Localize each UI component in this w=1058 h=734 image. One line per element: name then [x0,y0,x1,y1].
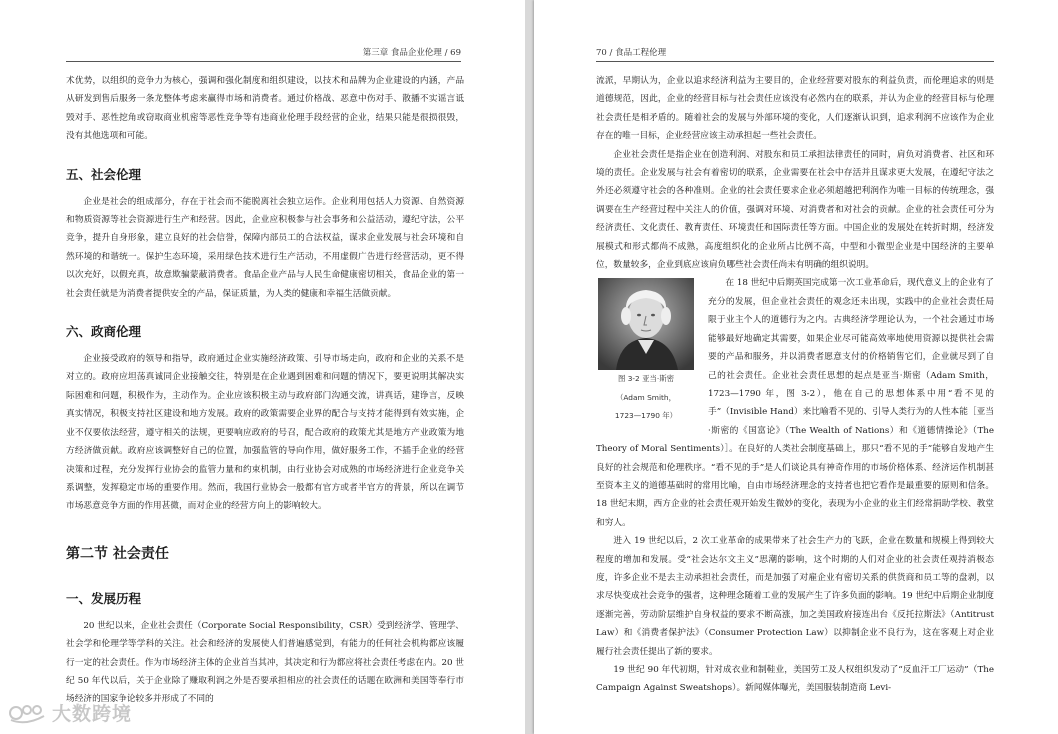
section5-heading: 五、社会伦理 [66,166,142,182]
watermark-logo-icon [8,702,48,724]
adam-smith-portrait-icon [598,278,694,370]
subsection1-paragraph: 20 世纪以来，企业社会责任（Corporate Social Responsibility，CSR）受到经济学、管理学、社会学和伦理学等学科的关注。社会和经济的发展使人们普遍感觉到，有能力的任何社会机构都应该履行一定的社会责任。作为市场经济主体的企业首当其冲，其决定和行为都应将社会责任考虑在内。20 世纪 50 年代以后，关于企业除了赚取利润之外是否要承担相应的社会责任的话题在欧洲和美国等奉行市场经济的国家争论较多并形成了不同的 [66,620,464,705]
right-page-body [596,72,994,698]
right-paragraph-3: 在 18 世纪中后期英国完成第一次工业革命后，现代意义上的企业有了充分的发展，但企业社会责任的观念还未出现，实践中的企业社会责任局限于业主个人的道德行为之内。古典经济学理论认为，一个社会通过市场能够最好地确定其需要，如果企业尽可能高效率地使用资源以提供社会需要的产品和服务，并以消费者愿意支付的价格销售它们，企业就尽到了自己的社会责任。企业社会责任思想的起点是亚当·斯密（Adam Smith，1723—1790 年，图 3-2），他在自己的思想体系中用“看不见的手”（Invisible Hand）来比喻看不见的、引导人类行为的人性本能［亚当·斯密的《国富论》（The Wealth of Nations）和《道德情操论》（The Theory of Moral Sentiments）］。在良好的人类社会制度基础上，那只“看不见的手”能够自发地产生良好的社会规范和伦理秩序。“看不见的手”是人们谈论具有神奇作用的市场价格体系、经济运作机制甚至资本主义的道德基础时的常用比喻，自由市场经济理念的支持者也把它看作是最重要的原则和信条。18 世纪末期，西方企业的社会责任观开始发生微妙的变化，表现为小企业的业主们经常捐助学校、教堂和穷人。 [596,278,994,528]
right-paragraph-1: 流派，早期认为，企业以追求经济利益为主要目的，企业经营要对股东的利益负责，而伦理追求的则是道德规范，因此，企业的经营目标与社会责任应该没有必然内在的联系，并认为企业的经营目标与伦理社会责任是相矛盾的。随着社会的发展与外部环境的变化，人们逐渐认识到，追求利润不应该作为企业存在的唯一目标，企业经营应该主动承担起一些社会责任。 [596,76,994,142]
right-paragraph-3-lead [596,274,994,532]
left-page-header: 第三章 食品企业伦理 / 69 [362,48,461,58]
section6-heading: 六、政商伦理 [66,324,142,340]
watermark-text: 大数跨境 [52,703,133,725]
right-paragraph-4: 进入 19 世纪以后，2 次工业革命的成果带来了社会生产力的飞跃，企业在数量和规模上得到较大程度的增加和发展。受“社会达尔文主义”思潮的影响，这个时期的人们对企业的社会责任观持消极态度，许多企业不是去主动承担社会责任，而是加强了对雇企业有密切关系的供货商和员工等的盘剥，以求尽快变成社会竞争的强者，这种理念随着工业的发展产生了许多负面的影响。19 世纪中后期企业制度逐渐完善，劳动阶层维护自身权益的要求不断高涨，加之美国政府接连出台《反托拉斯法》（Antitrust Law）和《消费者保护法》（Consumer Protection Law）以抑制企业不良行为，这在客观上对企业履行社会责任提出了新的要求。 [596,536,994,657]
left-page-body [66,72,464,709]
right-page [534,0,1058,734]
figure-caption-line-3: 1723—1790 年） [614,411,678,421]
page-gutter [525,0,534,734]
intro-paragraph: 术优势，以组织的竞争力为核心，强调和强化制度和组织建设，以技术和品牌为企业建设的内涵，产品从研发到售后服务一条龙整体考虑来赢得市场和消费者。通过价格战、恶意中伤对手、散播不实谣言诋毁对手、恶性挖角或窃取商业机密等恶性竞争等有违商业伦理手段经营的企业，结果只能是很损很毁，没有其他选项和可能。 [66,76,464,142]
figure-caption [615,374,677,420]
section5-paragraph: 企业是社会的组成部分，存在于社会而不能脱离社会独立运作。企业利用包括人力资源、自然资源和物质资源等社会资源进行生产和经营。因此，企业应积极参与社会事务和公益活动，遵纪守法，公平竞争，提升自身形象，建立良好的社会信誉，保障内部员工的合法权益，谋求企业发展与社会环境和自然环境的和谐统一。保护生态环境，采用绿色技术进行生产活动，不用虚假广告进行经营活动，更不得以次充好，以假充真，故意欺骗蒙蔽消费者。食品企业产品与人民生命健康密切相关，食品企业的第一社会责任就是为消费者提供安全的产品，保证质量，为人类的健康和幸福生活做贡献。 [66,196,464,299]
figure-caption-line-1: 图 3-2 亚当·斯密 [617,374,675,384]
subsection1-heading: 一、发展历程 [66,590,142,606]
right-header-rule [596,61,994,62]
watermark [8,699,132,726]
figure-caption-line-2: （Adam Smith， [615,392,676,402]
section6-paragraph: 企业接受政府的领导和指导，政府通过企业实施经济政策、引导市场走向，政府和企业的关系不是对立的。政府应坦荡真诚同企业接触交往，特别是在企业遇到困难和问题的情况下，要更说明其解决实际困难和问题，积极作为，主动作为。企业应该积极主动与政府部门沟通交流，讲真话，建诤言，反映真实情况，积极支持社区建设和地方发展。政府的政策需要企业界的配合与支持才能得到有效实施，企业不仅要依法经营，遵守相关的法规，更要响应政府的号召，配合政府的政策尤其是地方产业政策为地方经济做贡献。政府应该调整好自己的位置，加强监管的导向作用，做好服务工作，不插手企业的经营决策和过程，充分发挥行业协会的监管力量和约束机制，由行业协会对成熟的市场经济进行企业竞争关系调整，发挥稳定市场的重要作用。然而，我国行业协会一般都有官方或者半官方的背景，所以在调节市场恶意竞争方面的作用甚微，而对企业的经营方向上的影响较大。 [66,354,464,512]
chapter-section-heading: 第二节 社会责任 [66,545,169,562]
left-header-rule [66,61,461,62]
right-page-header: 70 / 食品工程伦理 [596,48,667,58]
figure-3-2 [596,274,696,425]
right-paragraph-5: 19 世纪 90 年代初期，针对成衣业和制鞋业，美国劳工及人权组织发动了“反血汗工厂运动”（The Campaign Against Sweatshops）。新闻媒体曝光，美国服装制造商 Levi- [596,665,994,694]
left-page [0,0,525,734]
right-paragraph-2: 企业社会责任是指企业在创造利润、对股东和员工承担法律责任的同时，肩负对消费者、社区和环境的责任。企业发展与社会有着密切的联系，企业需要在社会中存活并且谋求更大发展，在遵纪守法之外还必须遵守社会的各种准则。企业的社会责任要求企业必须超越把利润作为唯一目标的传统理念，强调要在生产经营过程中关注人的价值，强调对环境、对消费者和对社会的贡献。企业的社会责任可分为经济责任、文化责任、教育责任、环境责任和国际责任等方面。中国企业的发展处在转折时期，经济发展模式和形式都尚不成熟，高度组织化的企业所占比例不高，中型和小微型企业是中国经济的主要单位，数量较多，企业到底应该肩负哪些社会责任尚未有明确的组织说明。 [596,149,994,271]
